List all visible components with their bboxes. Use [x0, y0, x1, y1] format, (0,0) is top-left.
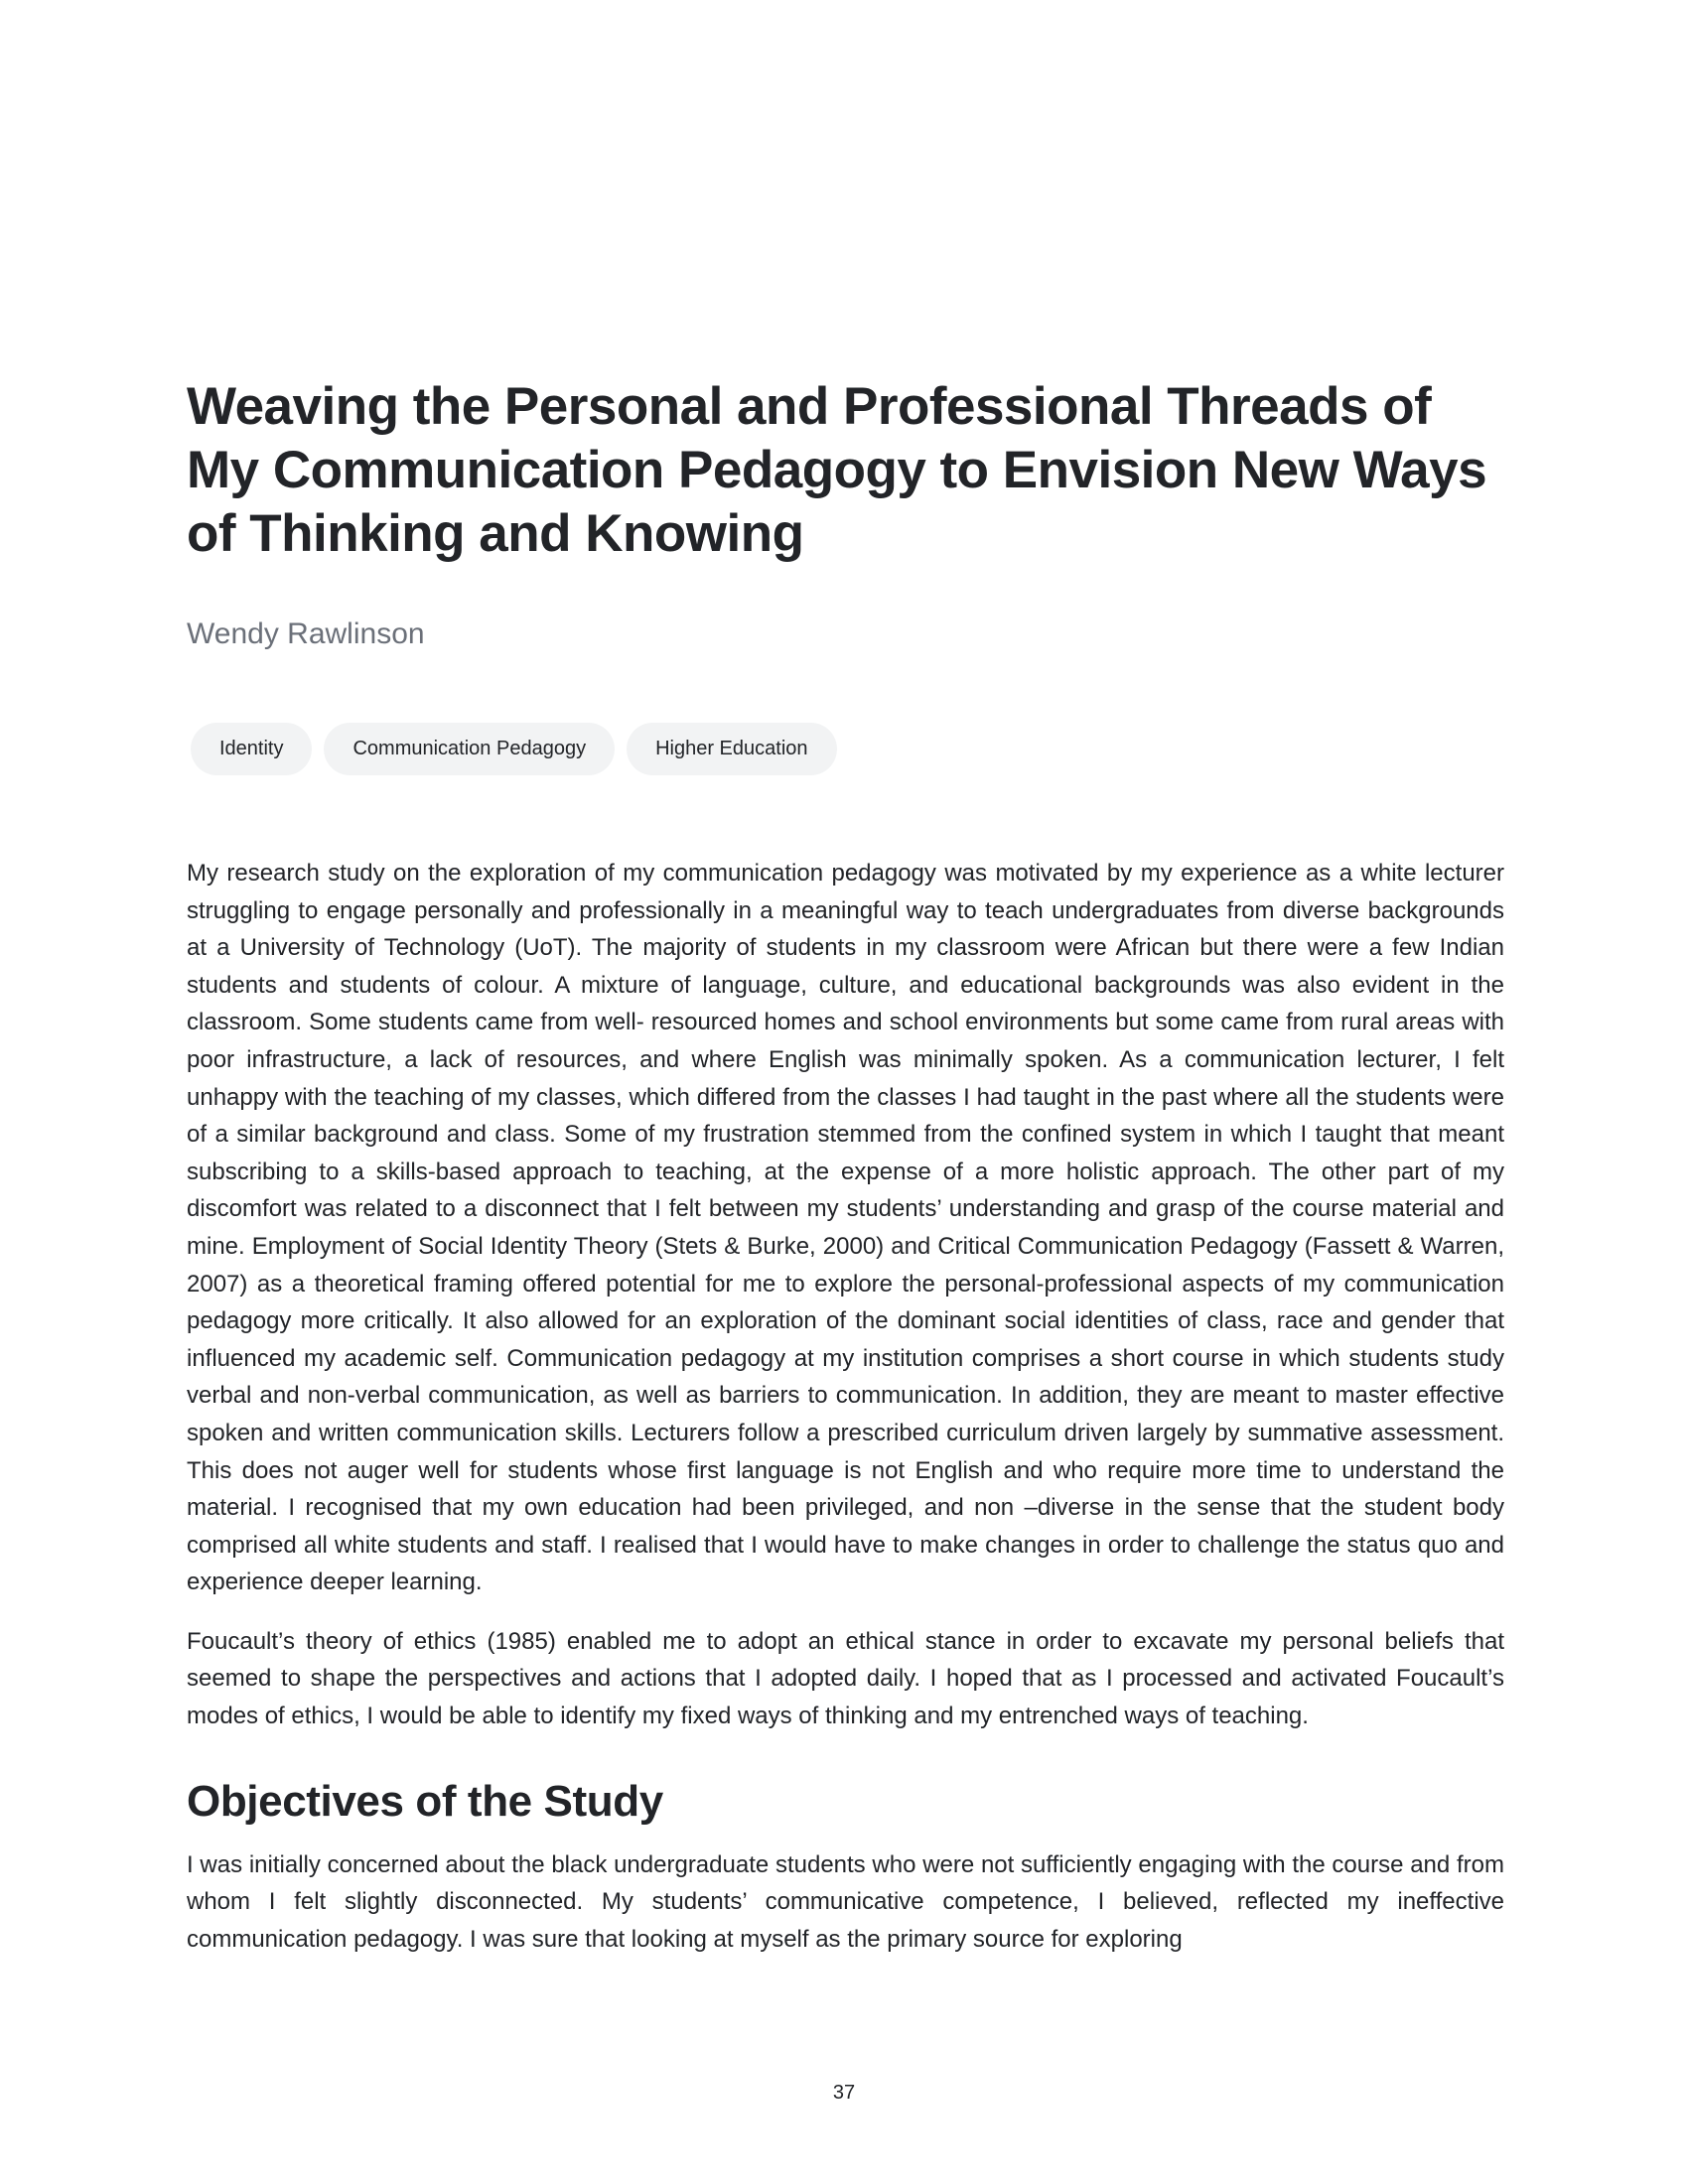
keyword-tags: [187, 723, 1504, 775]
article-body: [187, 855, 1504, 1958]
page-number: 37: [832, 2082, 856, 2104]
article-title: Weaving the Personal and Professional Threads of My Communication Pedagogy to Envision New Ways of Thinking and Knowing: [187, 377, 1487, 563]
section-heading: Objectives of the Study: [187, 1776, 663, 1826]
keyword-tag-identity[interactable]: Identity: [191, 723, 312, 775]
keyword-tag-higher-education[interactable]: Higher Education: [627, 723, 836, 775]
keyword-tag-communication-pedagogy[interactable]: Communication Pedagogy: [324, 723, 615, 775]
author-name: Wendy Rawlinson: [187, 617, 425, 650]
body-paragraph: Foucault’s theory of ethics (1985) enabled me to adopt an ethical stance in order to excavate my personal beliefs that seemed to shape the perspectives and actions that I adopted daily. I hoped that as I processed and activated Foucault’s modes of ethics, I would be able to identify my fixed ways of thinking and my entrenched ways of teaching.: [187, 1627, 1504, 1730]
section-paragraph: I was initially concerned about the black undergraduate students who were not sufficiently engaging with the course and from whom I felt slightly disconnected. My students’ communicative competence, I believed, reflected my ineffective communication pedagogy. I was sure that looking at myself as the primary source for exploring: [187, 1850, 1504, 1953]
body-paragraph: My research study on the exploration of my communication pedagogy was motivated by my experience as a white lecturer struggling to engage personally and professionally in a meaningful way to teach undergraduates from diverse backgrounds at a University of Technology (UoT). The majority of students in my classroom were African but there were a few Indian students and students of colour. A mixture of language, culture, and educational backgrounds was also evident in the classroom. Some students came from well- resourced homes and school environments but some came from rural areas with poor infrastructure, a lack of resources, and where English was minimally spoken. As a communication lecturer, I felt unhappy with the teaching of my classes, which differed from the classes I had taught in the past where all the students were of a similar background and class. Some of my frustration stemmed from the confined system in which I taught that meant subscribing to a skills-based approach to teaching, at the expense of a more holistic approach. The other part of my discomfort was related to a disconnect that I felt between my students’ understanding and grasp of the course material and mine. Employment of Social Identity Theory (Stets & Burke, 2000) and Critical Communication Pedagogy (Fassett & Warren, 2007) as a theoretical framing offered potential for me to explore the personal-professional aspects of my communication pedagogy more critically. It also allowed for an exploration of the dominant social identities of class, race and gender that influenced my academic self. Communication pedagogy at my institution comprises a short course in which students study verbal and non-verbal communication, as well as barriers to communication. In addition, they are meant to master effective spoken and written communication skills. Lecturers follow a prescribed curriculum driven largely by summative assessment. This does not auger well for students whose first language is not English and who require more time to understand the material. I recognised that my own education had been privileged, and non –diverse in the sense that the student body comprised all white students and staff. I realised that I would have to make changes in order to challenge the status quo and experience deeper learning.: [187, 860, 1504, 1596]
article: [187, 375, 1504, 1979]
